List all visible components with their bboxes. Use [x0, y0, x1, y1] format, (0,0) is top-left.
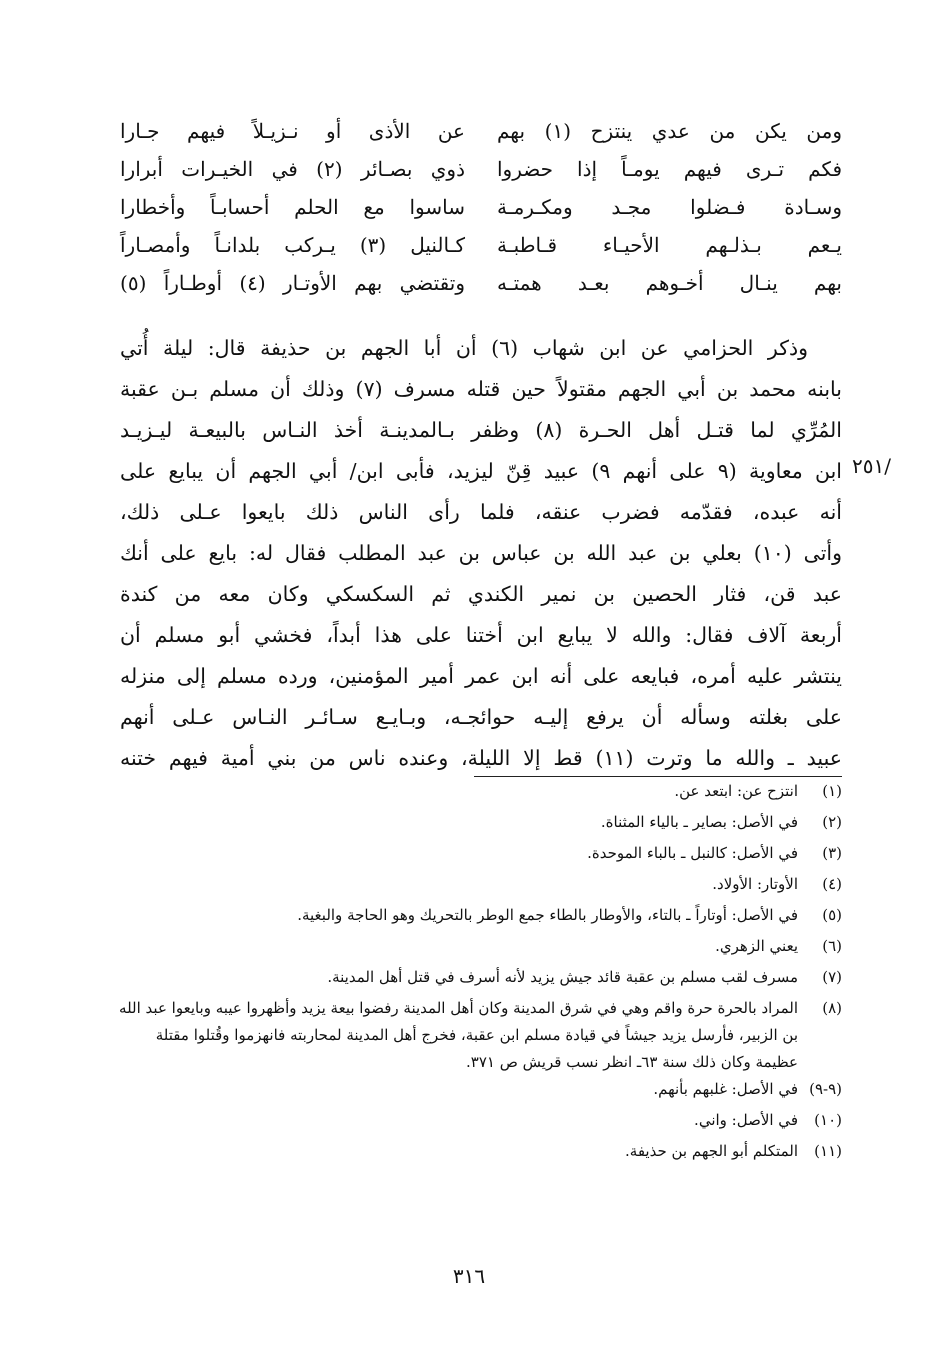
footnote — [110, 1076, 842, 1107]
verse-2 — [120, 150, 842, 188]
footnote-number: (١٠) — [814, 1111, 842, 1129]
footnote — [110, 840, 842, 871]
prose-line: على بغلته وسأله أن يرفع إليـه حوائجـه، وبـايـع سـائـر النـاس عـلى أنهم — [120, 705, 842, 729]
prose-line: بابنه محمد بن أبي الجهم مقتولاً حين قتله مسرف (٧) وذلك أن مسلم بـن عقبة — [120, 377, 842, 401]
prose-line: وأتى (١٠) بعلي بن عبد الله بن عباس بن عبد المطلب فقال له: بايع على أنك — [120, 541, 842, 565]
hemistich-left: ذوي بصـائر (٢) في الخيـرات أبرارا — [120, 157, 466, 181]
footnote-text: في الأصل: بصاير ـ بالياء المثناة. — [600, 813, 798, 831]
footnote-text: انتزح عن: ابتعد عن. — [674, 782, 798, 800]
footnote-text: المراد بالحرة حرة واقم وهي في شرق المدينة وكان أهل المدينة رفضوا بيعة يزيد وأظهروا عيبه وبايعوا عبد الله بن الزبير، فأرسل يزيد جيشاً في قيادة مسلم ابن عقبة، فخرج أهل المدينة لمحاربته فانهزموا وقُتلوا مقتلة عظيمة وكان ذلك سنة ٦٣ـ انظر نسب قريش ص ٣٧١. — [119, 999, 798, 1071]
footnotes — [110, 778, 842, 1169]
marginal-page-ref: /٢٥١ — [852, 454, 891, 478]
footnote — [110, 809, 842, 840]
footnote-text: المتكلم أبو الجهم بن حذيفة. — [625, 1142, 798, 1160]
prose-line: المُرِّي لما قتـل أهل الحـرة (٨) وظفر بـالمدينـة أخذ النـاس بالبيعـة ليـزيـد — [120, 418, 842, 442]
footnote — [110, 902, 842, 933]
hemistich-left: ساسوا مع الحلم أحسابـاً وأخطارا — [120, 195, 465, 219]
footnote — [110, 778, 842, 809]
footnote-number: (٩-٩) — [809, 1080, 842, 1098]
hemistich-right: وسـادة فـضلوا مجـد ومكـرمـة — [497, 195, 842, 219]
prose-line: عبد قن، فثار الحصين بن نمير الكندي ثم السكسكي وكان معه من كندة — [120, 582, 842, 606]
footnote-text: في الأصل: واني. — [694, 1111, 798, 1129]
footnote-number: (٦) — [822, 937, 842, 955]
prose-block — [120, 328, 842, 779]
prose-line: وذكر الحزامي عن ابن شهاب (٦) أن أبا الجهم بن حذيفة قال: ليلة أُتي — [120, 336, 808, 360]
hemistich-left: وتقتضي بهم الأوتـار (٤) أوطـاراً (٥) — [120, 271, 465, 295]
footnote-number: (٢) — [822, 813, 842, 831]
footnote-text: مسرف لقب مسلم بن عقبة قائد جيش يزيد لأنه أسرف في قتل أهل المدينة. — [327, 968, 798, 986]
footnote — [110, 1138, 842, 1169]
page-number: ٣١٦ — [452, 1264, 486, 1288]
footnote-number: (٨) — [822, 999, 842, 1017]
footnote-text: يعني الزهري. — [715, 937, 798, 955]
hemistich-left: عن الأذى أو نـزيـلاً فيهم جـارا — [120, 119, 465, 143]
verse-3 — [120, 188, 842, 226]
footnote-number: (١) — [822, 782, 842, 800]
prose-line: أنه عبده، فقدّمه فضرب عنقه، فلما رأى الناس ذلك بايعوا عـلى ذلك، — [120, 500, 842, 524]
footnote-divider — [474, 776, 842, 777]
footnote-number: (٤) — [822, 875, 842, 893]
hemistich-right: ومن يكن من عدي ينتزح (١) بهم — [497, 119, 842, 143]
footnote-number: (٣) — [822, 844, 842, 862]
prose-line: عبيد ـ والله ما وترت (١١) قط إلا الليلة، وعنده ناس من بني أمية فيهم ختنه — [120, 746, 842, 770]
footnote-text: في الأصل: كالنبل ـ بالباء الموحدة. — [587, 844, 798, 862]
prose-line: ابن معاوية (٩ على أنهم ٩) عبيد قِنّ ليزيد، فأبى ابن/ أبي الجهم أن يبايع على — [120, 459, 843, 483]
footnote — [110, 1107, 842, 1138]
hemistich-right: بهم ينـال أخـوهم بعـد همتـه — [497, 271, 842, 295]
hemistich-left: كـالنيل (٣) يـركب بلدانـاً وأمصـاراً — [120, 233, 465, 257]
footnote-number: (١١) — [814, 1142, 842, 1160]
footnote — [110, 933, 842, 964]
footnote — [110, 995, 842, 1076]
hemistich-right: فكم تـرى فيهم يومـاً إذا حضروا — [497, 157, 842, 181]
verse-1 — [120, 112, 842, 150]
verse-4 — [120, 226, 842, 264]
hemistich-right: يـعم بـذلـهم الأحيـاء قـاطبـة — [497, 233, 842, 257]
footnote — [110, 964, 842, 995]
footnote-number: (٥) — [822, 906, 842, 924]
prose-line: أربعة آلاف فقال: والله لا يبايع ابن أختنا على هذا أبداً، فخشي أبو مسلم أن — [120, 623, 842, 647]
verse-5 — [120, 264, 842, 302]
footnote-text: في الأصل: غلبهم بأنهم. — [653, 1080, 798, 1098]
footnote — [110, 871, 842, 902]
footnote-text: الأوتار: الأولاد. — [712, 875, 798, 893]
prose-line: ينتشر عليه أمره، فبايعه على أنه ابن عمر أمير المؤمنين، ورده مسلم إلى منزله — [120, 664, 842, 688]
footnote-text: في الأصل: أوتاراً ـ بالتاء، والأوطار بالطاء جمع الوطر بالتحريك وهو الحاجة والبغية. — [297, 906, 798, 924]
footnote-number: (٧) — [822, 968, 842, 986]
poem-block — [120, 112, 842, 302]
